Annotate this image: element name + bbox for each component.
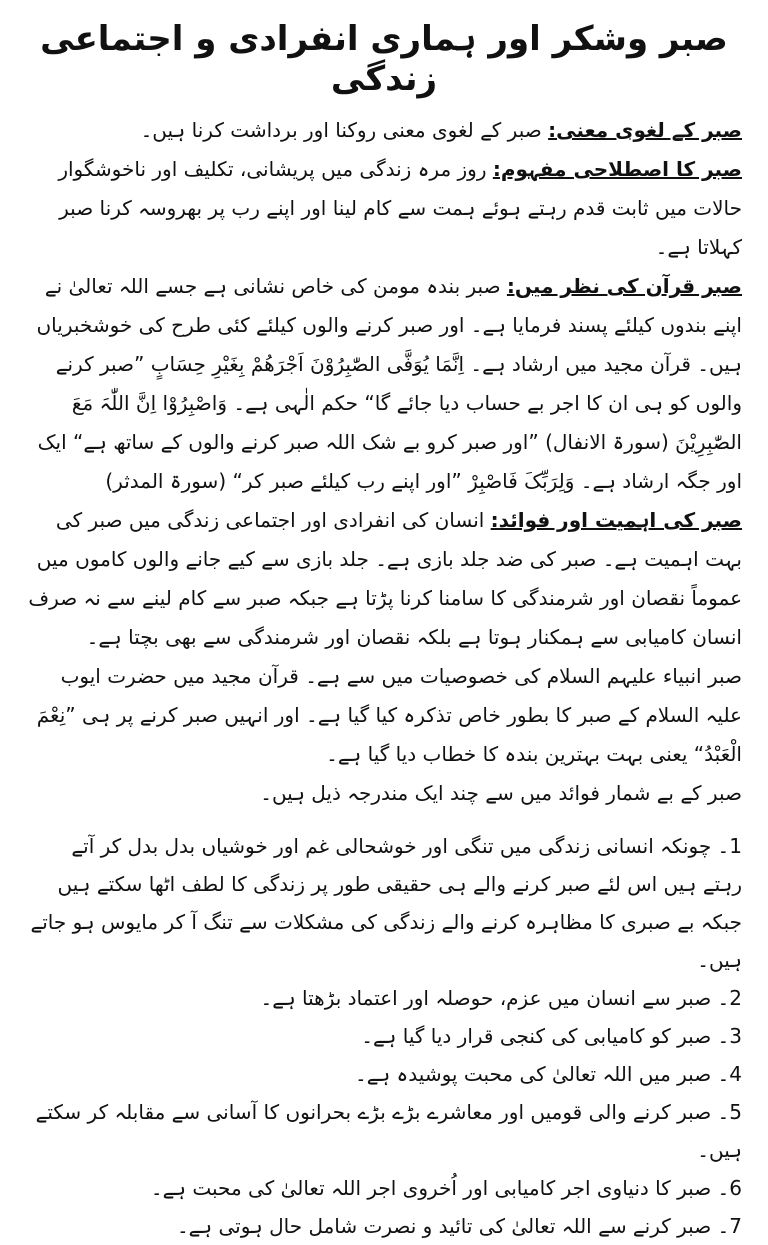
benefits-list [26, 827, 742, 1245]
list-item: 1۔ چونکہ انسانی زندگی میں تنگی اور خوشحالی غم اور خوشیاں بدل بدل کر آتے رہتے ہیں اس لئے صبر کرنے والے ہی حقیقی طور پر زندگی کا لطف اٹھا سکتے ہیں جبکہ بے صبری کا مظاہرہ کرنے والے زندگی کی مشکلات سے تنگ آ کر مایوس ہو جاتے ہیں۔ [30, 834, 742, 972]
sections [26, 111, 742, 813]
section-heading: صبر کی اہمیت اور فوائد: [490, 508, 742, 532]
section-text: روز مرہ زندگی میں پریشانی، تکلیف اور ناخوشگوار حالات میں ثابت قدم رہتے ہوئے ہمت سے کام لینا اور اپنے رب پر بھروسہ کرنا صبر کہلاتا ہے۔ [58, 157, 742, 259]
section-text: صبر بندہ مومن کی خاص نشانی ہے جسے اللہ تعالیٰ نے اپنے بندوں کیلئے پسند فرمایا ہے۔ اور صبر کرنے والوں کیلئے کئی طرح کی خوشخبریاں ہیں۔ قرآن مجید میں ارشاد ہے۔ اِنَّمَا یُوَفَّی الصّٰبِرُوْنَ اَجْرَھُمْ بِغَیْرِ حِسَابٍ ”صبر کرنے والوں کو ہی ان کا اجر بے حساب دیا جائے گا“ حکم الٰہی ہے۔ وَاصْبِرُوْا اِنَّ اللّٰہَ مَعَ الصّٰبِرِیْنَ (سورۃ الانفال) ”اور صبر کرو بے شک اللہ صبر کرنے والوں کے ساتھ ہے“ ایک اور جگہ ارشاد ہے۔ وَلِرَبِّکَ فَاصْبِرْ ”اور اپنے رب کیلئے صبر کر“ (سورۃ المدثر) [36, 274, 742, 493]
section-text: صبر کے لغوی معنی روکنا اور برداشت کرنا ہیں۔ [140, 118, 549, 142]
section-quran [26, 267, 742, 501]
section-heading: صبر قرآن کی نظر میں: [506, 274, 742, 298]
section-fawaid-intro [26, 774, 742, 813]
section-text: صبر انبیاء علیہم السلام کی خصوصیات میں سے ہے۔ قرآن مجید میں حضرت ایوب علیہ السلام کے صبر کا بطور خاص تذکرہ کیا گیا ہے۔ اور انہیں صبر کرنے پر ہی ”نِعْمَ الْعَبْدُ“ یعنی بہت بہترین بندہ کا خطاب دیا گیا ہے۔ [36, 664, 742, 766]
section-heading: صبر کا اصطلاحی مفہوم: [492, 157, 742, 181]
page-title: صبر وشکر اور ہماری انفرادی و اجتماعی زندگی [40, 19, 728, 99]
list-item: 7۔ صبر کرنے سے اللہ تعالیٰ کی تائید و نصرت شامل حال ہوتی ہے۔ [176, 1214, 742, 1238]
section-text: صبر کے بے شمار فوائد میں سے چند ایک مندرجہ ذیل ہیں۔ [260, 781, 742, 805]
section-anbiya [26, 657, 742, 774]
list-item: 4۔ صبر میں اللہ تعالیٰ کی محبت پوشیدہ ہے۔ [355, 1062, 742, 1086]
section-heading: صبر کے لغوی معنی: [548, 118, 742, 142]
list-item: 2۔ صبر سے انسان میں عزم، حوصلہ اور اعتماد بڑھتا ہے۔ [260, 986, 742, 1010]
list-item: 5۔ صبر کرنے والی قومیں اور معاشرے بڑے بڑے بحرانوں کا آسانی سے مقابلہ کر سکتے ہیں۔ [35, 1100, 742, 1162]
section-lughawi [26, 111, 742, 150]
section-istilahi [26, 150, 742, 267]
section-ahmiyat [26, 501, 742, 657]
section-text: انسان کی انفرادی اور اجتماعی زندگی میں صبر کی بہت اہمیت ہے۔ صبر کی ضد جلد بازی ہے۔ جلد بازی سے کیے جانے والوں کاموں میں عموماً نقصان اور شرمندگی کا سامنا کرنا پڑتا ہے جبکہ صبر سے کام لینے سے نہ صرف انسان کامیابی سے ہمکنار ہوتا ہے بلکہ نقصان اور شرمندگی سے بھی بچتا ہے۔ [28, 508, 742, 649]
list-item: 6۔ صبر کا دنیاوی اجر کامیابی اور اُخروی اجر اللہ تعالیٰ کی محبت ہے۔ [150, 1176, 742, 1200]
list-item: 3۔ صبر کو کامیابی کی کنجی قرار دیا گیا ہے۔ [361, 1024, 742, 1048]
